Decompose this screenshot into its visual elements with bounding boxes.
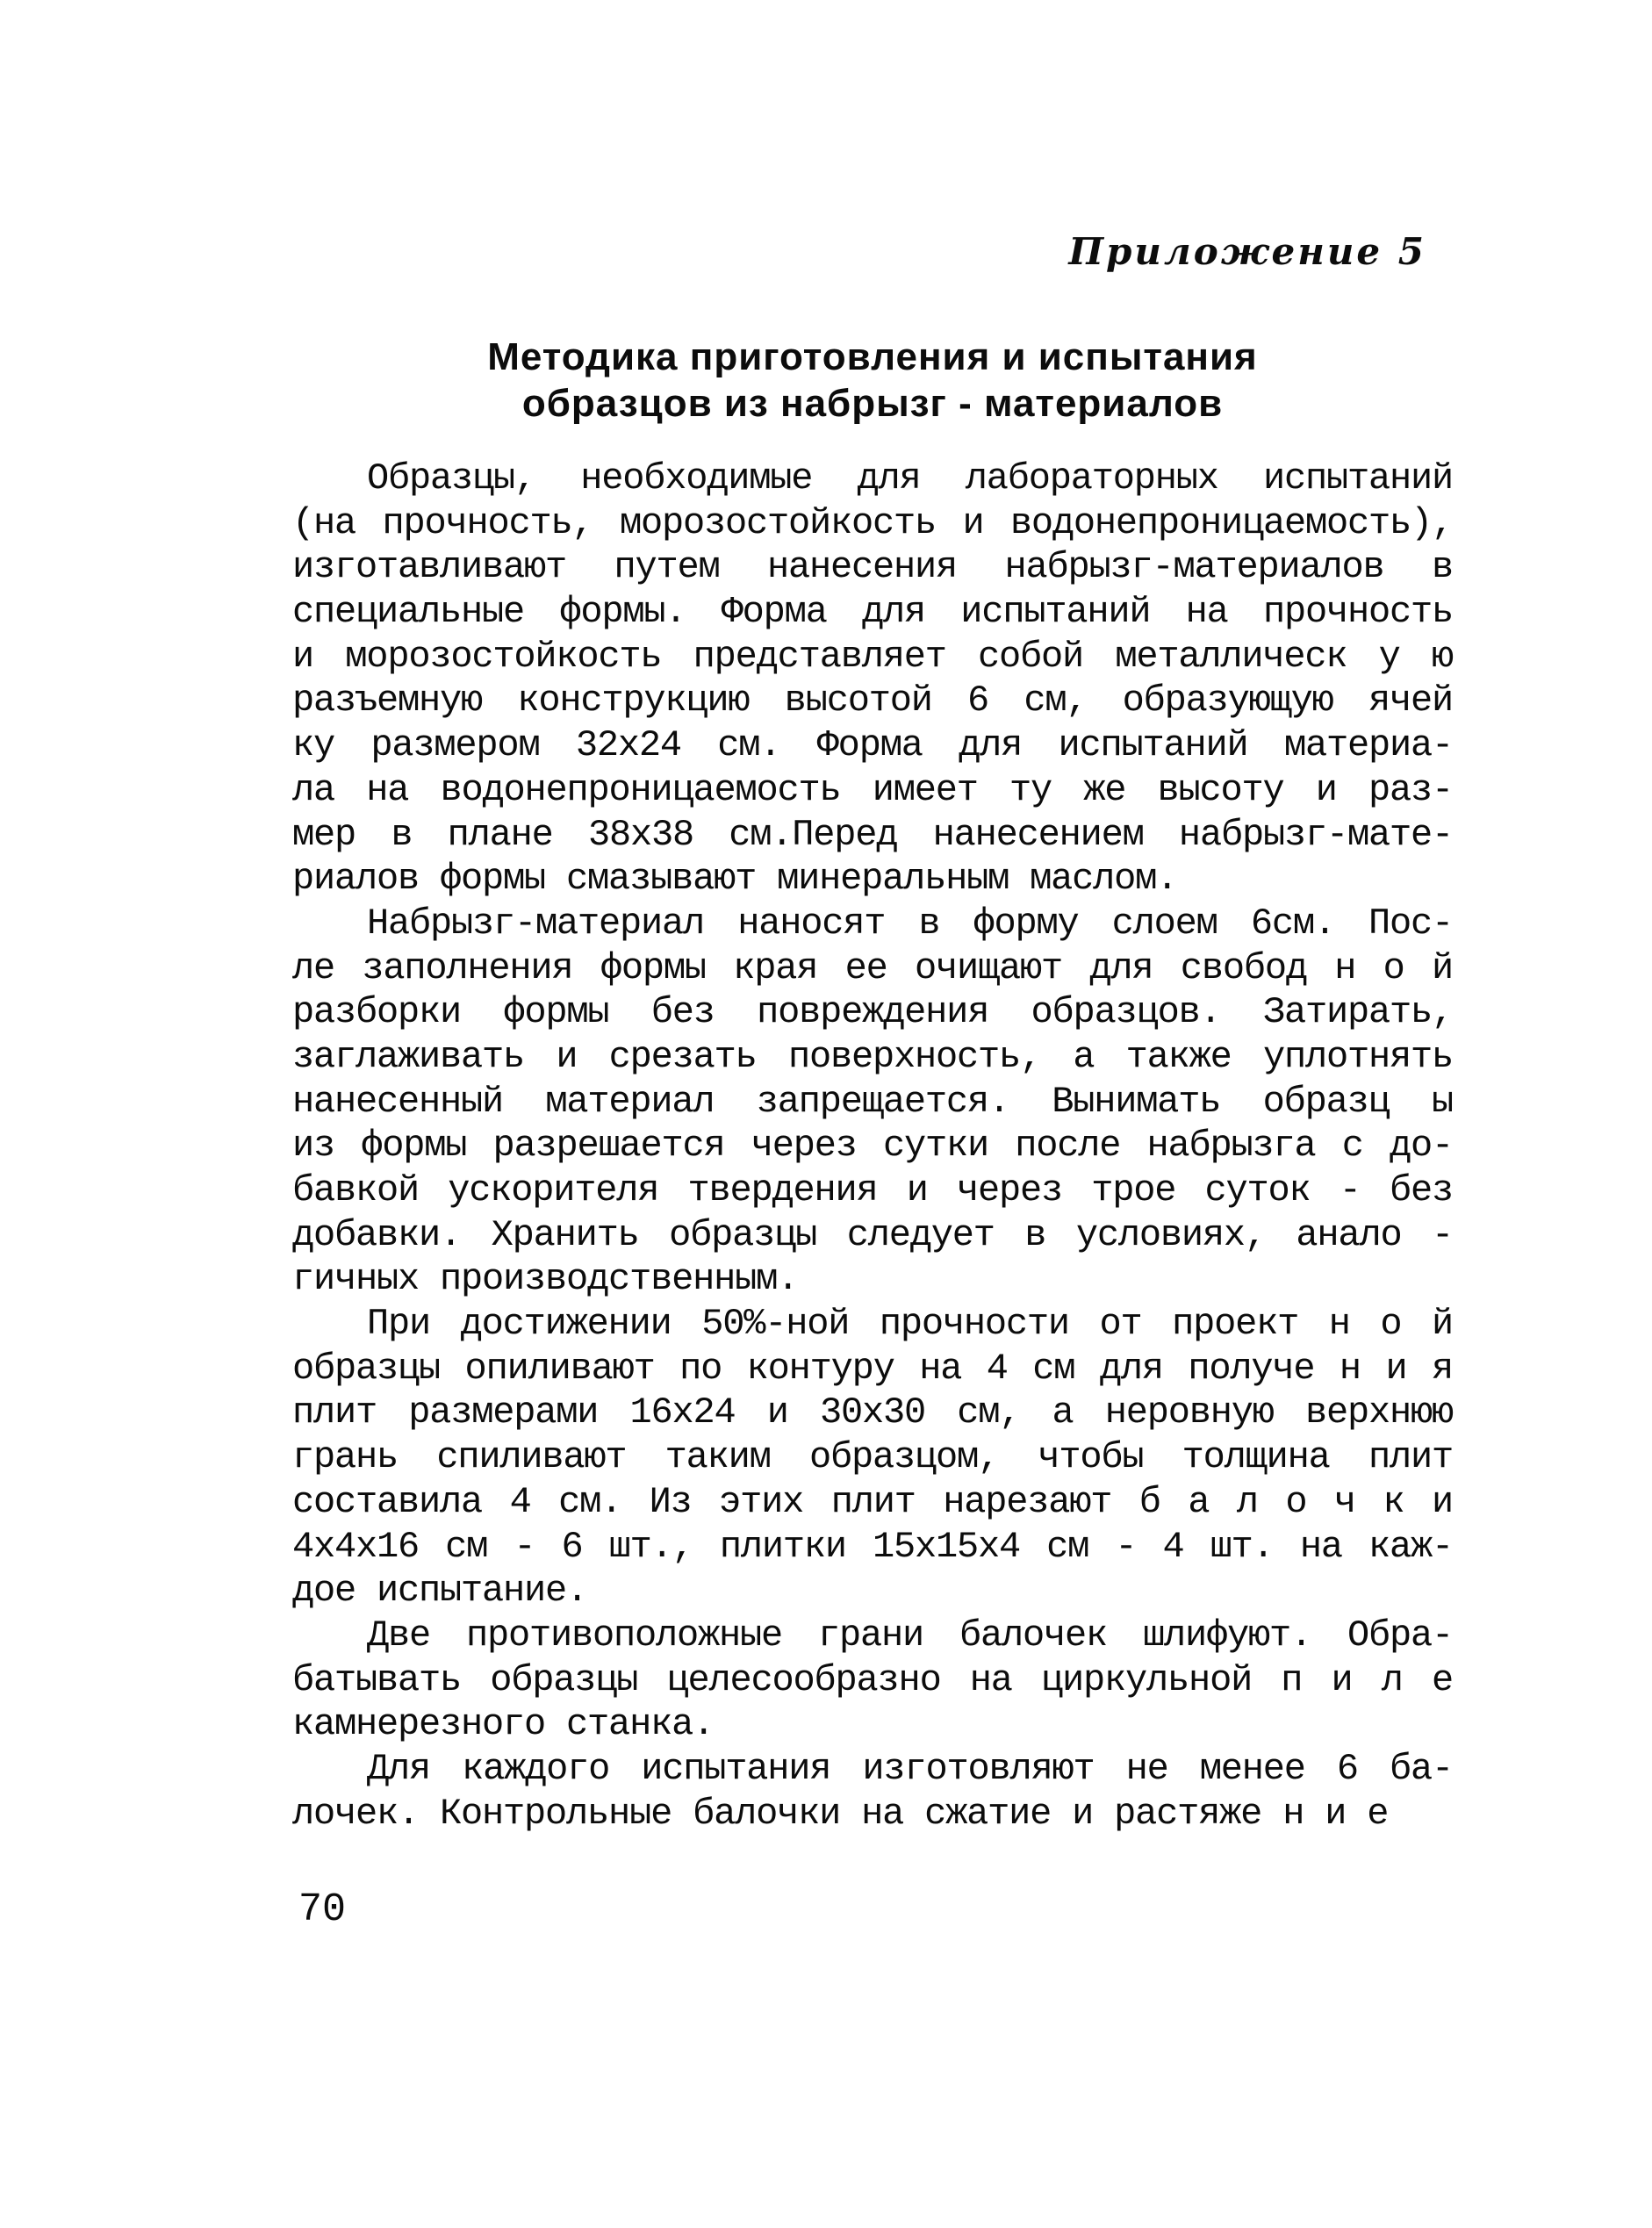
- text-line: гичных производственным.: [292, 1258, 799, 1301]
- text-line: Для каждого испытания изготовляют не менее 6 ба-: [367, 1747, 1453, 1790]
- text-line: (на прочность, морозостойкость и водонепроницаемость),: [292, 501, 1453, 544]
- text-line: риалов формы смазывают минеральным маслом.: [292, 858, 1178, 901]
- text-line: грань спиливают таким образцом, чтобы толщина плит: [292, 1436, 1453, 1479]
- title-line: Методика приготовления и испытания: [487, 335, 1258, 378]
- text-line: Две противоположные грани балочек шлифуют. Обра-: [367, 1614, 1453, 1657]
- text-line: 4х4х16 см - 6 шт., плитки 15х15х4 см - 4 шт. на каж-: [292, 1525, 1453, 1568]
- text-line: образцы опиливают по контуру на 4 см для получе н и я: [292, 1347, 1453, 1390]
- text-line: заглаживать и срезать поверхность, а также уплотнять: [292, 1035, 1453, 1078]
- text-line: из формы разрешается через сутки после набрызга с до-: [292, 1125, 1453, 1168]
- text-line: нанесенный материал запрещается. Вынимать образц ы: [292, 1080, 1453, 1123]
- text-line: плит размерами 16х24 и 30х30 см, а неровную верхнюю: [292, 1391, 1453, 1434]
- text-line: Набрызг-материал наносят в форму слоем 6см. Пос-: [367, 902, 1453, 945]
- text-line: бавкой ускорителя твердения и через трое суток - без: [292, 1169, 1453, 1211]
- text-line: мер в плане 38х38 см.Перед нанесением набрызг-мате-: [292, 813, 1453, 856]
- text-line: ку размером 32х24 см. Форма для испытаний материа-: [292, 724, 1453, 767]
- text-line: При достижении 50%-ной прочности от проект н о й: [367, 1303, 1453, 1346]
- document-title: [292, 334, 1453, 427]
- page-number: 70: [298, 1887, 347, 1932]
- text-line: разъемную конструкцию высотой 6 см, образующую ячей: [292, 679, 1453, 722]
- text-line: и морозостойкость представляет собой металлическ у ю: [292, 635, 1453, 678]
- text-line: камнерезного станка.: [292, 1703, 715, 1746]
- text-line: дое испытание.: [292, 1570, 588, 1613]
- text-line: ле заполнения формы края ее очищают для свобод н о й: [292, 946, 1453, 989]
- body-text: [292, 456, 1453, 1836]
- text-line: специальные формы. Форма для испытаний на прочность: [292, 591, 1453, 634]
- text-line: лочек. Контрольные балочки на сжатие и растяже н и е: [292, 1792, 1389, 1835]
- text-line: изготавливают путем нанесения набрызг-материалов в: [292, 546, 1453, 589]
- title-line: образцов из набрызг - материалов: [521, 382, 1224, 425]
- text-line: ла на водонепроницаемость имеет ту же высоту и раз-: [292, 768, 1453, 811]
- text-line: составила 4 см. Из этих плит нарезают б а л о ч к и: [292, 1480, 1453, 1523]
- appendix-label: Приложение 5: [1068, 230, 1426, 273]
- text-line: разборки формы без повреждения образцов. Затирать,: [292, 991, 1453, 1034]
- text-line: Образцы, необходимые для лабораторных испытаний: [367, 457, 1453, 500]
- text-line: добавки. Хранить образцы следует в условиях, анало -: [292, 1213, 1453, 1256]
- text-line: батывать образцы целесообразно на циркульной п и л е: [292, 1658, 1453, 1701]
